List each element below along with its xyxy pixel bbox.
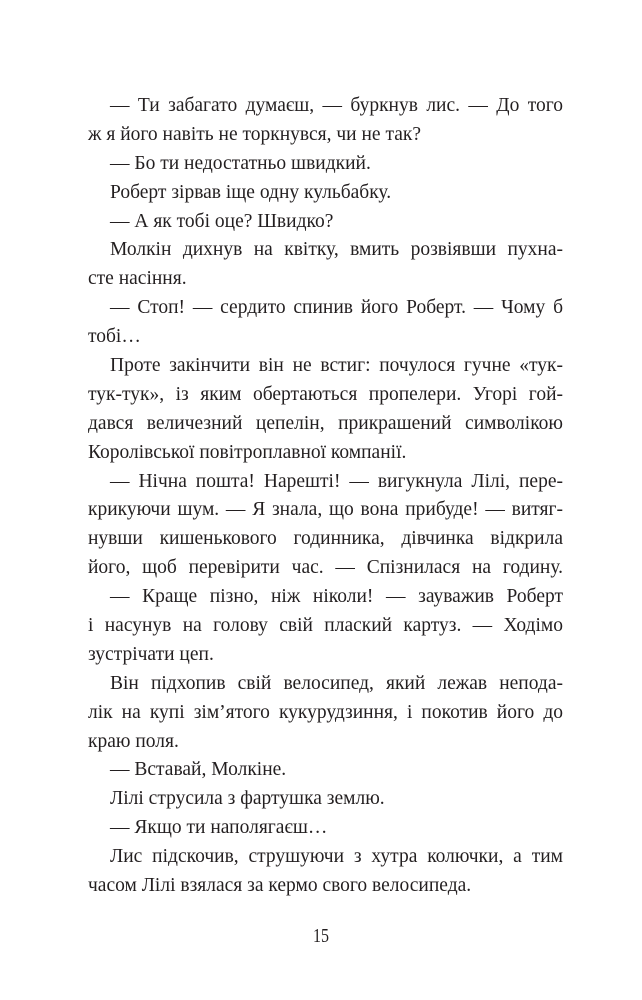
text-line: нувши кишенькового годинника, дівчинка відкрила: [88, 528, 563, 550]
text-line: краю поля.: [88, 730, 179, 752]
text-line: Молкін дихнув на квітку, вмить розвіявши пухна-: [110, 239, 563, 261]
page-number: 15: [313, 925, 329, 947]
text-line: його, щоб перевірити час. — Спізнилася на годину.: [88, 557, 563, 579]
text-line: Лілі струсила з фартушка землю.: [110, 788, 385, 810]
text-line: лік на купі зім’ятого кукурудзиння, і покотив його до: [88, 701, 563, 723]
text-line: Лис підскочив, струшуючи з хутра колючки, а тим: [110, 846, 563, 868]
text-line: — Краще пізно, ніж ніколи! — зауважив Роберт: [110, 586, 563, 608]
page-body-text: [88, 92, 563, 901]
text-line: — Ти забагато думаєш, — буркнув лис. — До того: [110, 95, 563, 116]
text-line: — Нічна пошта! Нарешті! — вигукнула Лілі, пере-: [110, 470, 563, 492]
text-line: сте насіння.: [88, 268, 187, 290]
text-line: ж я його навіть не торкнувся, чи не так?: [88, 123, 422, 145]
text-line: тобі…: [88, 326, 141, 348]
text-line: дався величезний цепелін, прикрашений символікою: [88, 412, 563, 434]
text-line: Він підхопив свій велосипед, який лежав непода-: [110, 672, 563, 694]
text-line: Роберт зірвав іще одну кульбабку.: [110, 181, 392, 203]
text-line: Королівської повітроплавної компанії.: [88, 441, 407, 463]
text-line: — А як тобі оце? Швидко?: [110, 210, 334, 232]
text-line: і насунув на голову свій плаский картуз. — Ходімо: [88, 615, 563, 637]
text-line: — Стоп! — сердито спинив його Роберт. — Чому б: [110, 297, 563, 319]
text-line: — Бо ти недостатньо швидкий.: [110, 152, 371, 174]
text-line: — Вставай, Молкіне.: [110, 759, 287, 781]
text-line: — Якщо ти наполягаєш…: [110, 817, 328, 839]
text-line: тук-тук», із яким обертаються пропелери. Угорі гой-: [88, 383, 563, 405]
text-line: Проте закінчити він не встиг: почулося гучне «тук-: [110, 355, 563, 377]
text-line: часом Лілі взялася за кермо свого велосипеда.: [88, 875, 472, 897]
text-line: зустрічати цеп.: [88, 643, 214, 665]
text-line: крикуючи шум. — Я знала, що вона прибуде! — витяг-: [88, 499, 563, 521]
